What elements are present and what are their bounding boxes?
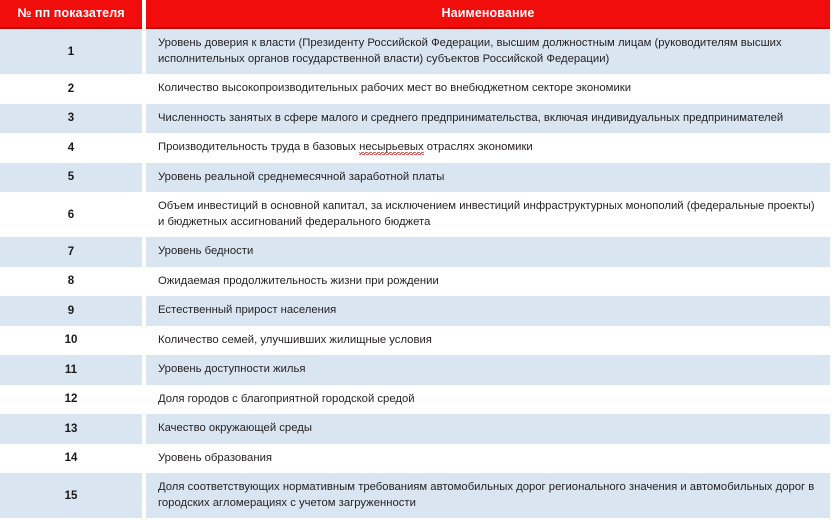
table-row (0, 296, 830, 326)
cell-indicator-number: 1 (0, 28, 144, 74)
indicator-name-prefix: Производительность труда в базовых (158, 141, 360, 153)
spellcheck-misspelled-word: несырьевых (359, 141, 424, 153)
table-row (0, 133, 830, 163)
cell-indicator-name: Уровень доступности жилья (144, 355, 830, 385)
cell-indicator-number: 2 (0, 74, 144, 104)
table-row (0, 192, 830, 237)
cell-indicator-number: 13 (0, 414, 144, 444)
cell-indicator-number: 5 (0, 163, 144, 193)
cell-indicator-name: Количество высокопроизводительных рабочих мест во внебюджетном секторе экономики (144, 74, 830, 104)
cell-indicator-name (144, 133, 830, 163)
table-row (0, 74, 830, 104)
cell-indicator-number: 3 (0, 104, 144, 134)
cell-indicator-number: 15 (0, 473, 144, 518)
table-body (0, 28, 830, 518)
cell-indicator-name: Доля соответствующих нормативным требованиям автомобильных дорог регионального значения и автомобильных дорог в городских агломерациях с учетом загруженности (144, 473, 830, 518)
table-row (0, 267, 830, 297)
cell-indicator-name: Качество окружающей среды (144, 414, 830, 444)
table-row (0, 473, 830, 518)
cell-indicator-number: 10 (0, 326, 144, 356)
table-row (0, 28, 830, 74)
cell-indicator-number: 12 (0, 385, 144, 415)
cell-indicator-number: 14 (0, 444, 144, 474)
cell-indicator-name: Естественный прирост населения (144, 296, 830, 326)
table-row (0, 163, 830, 193)
table-row (0, 104, 830, 134)
table-row (0, 355, 830, 385)
cell-indicator-name: Уровень реальной среднемесячной заработной платы (144, 163, 830, 193)
cell-indicator-number: 8 (0, 267, 144, 297)
table-row (0, 444, 830, 474)
table-header-row (0, 0, 830, 28)
cell-indicator-name: Уровень образования (144, 444, 830, 474)
table-row (0, 385, 830, 415)
cell-indicator-name: Объем инвестиций в основной капитал, за исключением инвестиций инфраструктурных монополий (федеральные проекты) и бюджетных ассигнований федерального бюджета (144, 192, 830, 237)
cell-indicator-number: 7 (0, 237, 144, 267)
cell-indicator-number: 9 (0, 296, 144, 326)
table-header (0, 0, 830, 28)
cell-indicator-name: Уровень доверия к власти (Президенту Российской Федерации, высшим должностным лицам (руководителям высших исполнительных органов государственной власти) субъектов Российской Федерации) (144, 28, 830, 74)
cell-indicator-name: Уровень бедности (144, 237, 830, 267)
table-row (0, 414, 830, 444)
cell-indicator-name: Доля городов с благоприятной городской средой (144, 385, 830, 415)
column-header-name: Наименование (144, 0, 830, 28)
indicator-name-suffix: отраслях экономики (423, 141, 533, 153)
cell-indicator-number: 4 (0, 133, 144, 163)
column-header-number: № пп показателя (0, 0, 144, 28)
cell-indicator-name: Ожидаемая продолжительность жизни при рождении (144, 267, 830, 297)
cell-indicator-number: 11 (0, 355, 144, 385)
cell-indicator-name: Количество семей, улучшивших жилищные условия (144, 326, 830, 356)
table-row (0, 326, 830, 356)
cell-indicator-number: 6 (0, 192, 144, 237)
cell-indicator-name: Численность занятых в сфере малого и среднего предпринимательства, включая индивидуальных предпринимателей (144, 104, 830, 134)
table-row (0, 237, 830, 267)
